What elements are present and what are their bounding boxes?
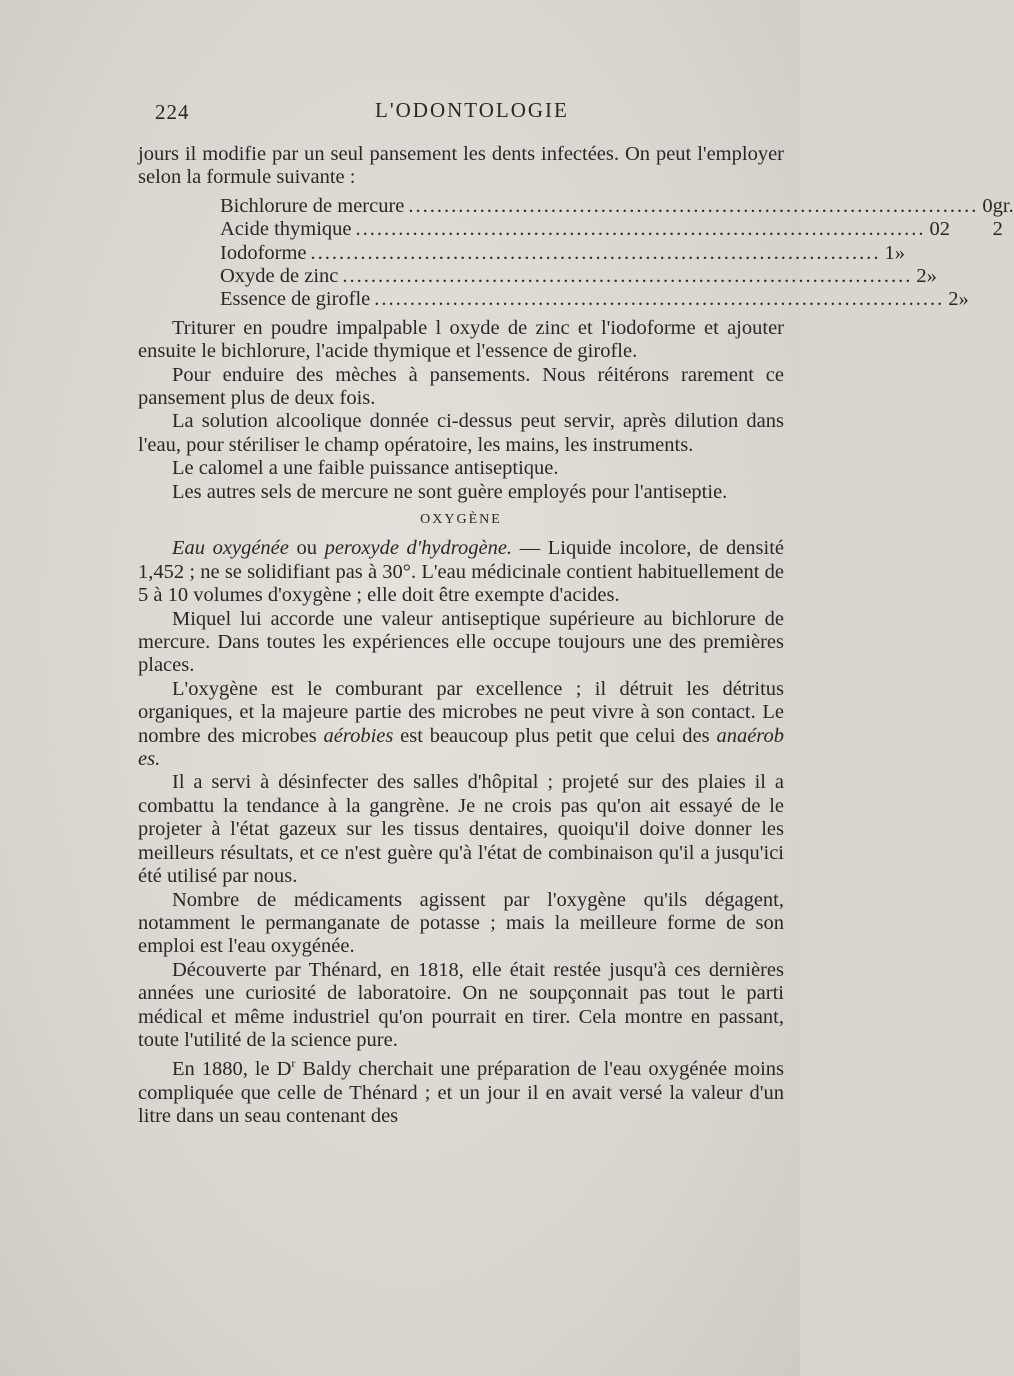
term-aerobies: aérobies	[323, 724, 394, 747]
comburant-text-2: est beaucoup plus petit que celui des	[393, 724, 717, 747]
paragraphs-mercure	[138, 317, 784, 504]
paragraph-comburant	[138, 678, 784, 772]
ingredient-name: Iodoforme	[220, 241, 307, 264]
baldy-text-after: Baldy cherchait une préparation de l'eau oxygénée moins compliquée que celle de Thénard ; et un jour il en avait versé la valeur d'un litre dans un seau contenant des	[138, 1058, 785, 1127]
running-title: L'ODONTOLOGIE	[375, 98, 569, 122]
paragraph: Pour enduire des mèches à pansements. Nous réitérons rarement ce pansement plus de deux fois.	[138, 363, 784, 409]
ingredient-quantity: 0	[929, 218, 940, 241]
recipe-row	[220, 264, 937, 288]
leader-dots: ................................................................................	[310, 241, 881, 264]
leader-dots: ................................................................................	[355, 218, 926, 241]
connector-ou: ou	[288, 537, 325, 560]
ingredient-name: Acide thymique	[220, 218, 352, 241]
doctor-superscript: r	[291, 1056, 296, 1071]
ingredient-unit: »	[958, 288, 969, 311]
ingredient-quantity: 0	[982, 194, 993, 217]
ingredient-unit: »	[926, 264, 937, 287]
page-header	[155, 96, 785, 126]
paragraph-miquel: Miquel lui accorde une valeur antiseptique supérieure au bichlorure de mercure. Dans toutes les expériences elle occupe toujours une des premières places.	[138, 607, 784, 677]
ingredient-quantity: 2	[916, 264, 927, 287]
recipe-row	[220, 288, 969, 311]
eau-oxygenee-description: — Liquide incolore, de densité 1,452 ; ne se solidifiant pas à 30°. L'eau médicinale contient habituellement de 5 à 10 volumes d'oxygène ; elle doit être exempte d'acides.	[138, 537, 785, 607]
ingredient-quantity: 2	[948, 288, 959, 311]
ingredient-name: Oxyde de zinc	[220, 264, 339, 287]
paragraph: Le calomel a une faible puissance antiseptique.	[172, 457, 559, 480]
recipe-formula	[220, 194, 1014, 312]
paragraph-intro: jours il modifie par un seul pansement les dents infectées. On peut l'employer selon la formule suivante :	[138, 143, 784, 189]
paragraph: Il a servi à désinfecter des salles d'hôpital ; projeté sur des plaies il a combattu la tendance à la gangrène. Je ne crois pas qu'on ait essayé de le projeter à l'état gazeux sur les tissus dentaires, quoiqu'il doive donner les meilleurs résultats, et ce n'est guère qu'à l'état de combinaison qu'il a jusqu'ici été utilisé par nous.	[138, 771, 784, 888]
ingredient-name: Essence de girofle	[220, 288, 371, 311]
leader-dots: ................................................................................	[408, 194, 979, 217]
section-heading-oxygene: OXYGÈNE	[420, 512, 502, 528]
page-body	[138, 143, 1014, 1128]
paragraph-eau-oxygenee	[138, 537, 784, 607]
ingredient-unit: gr. 2	[992, 194, 1014, 241]
paragraph: Triturer en poudre impalpable l oxyde de zinc et l'iodoforme et ajouter ensuite le bichlorure, l'acide thymique et l'essence de girofle.	[138, 316, 784, 363]
leader-dots: ................................................................................	[374, 288, 945, 311]
comburant-text-1: L'oxygène est le comburant par excellence ; il détruit les détritus organiques, et la majeure partie des microbes ne peut vivre à son contact. Le nombre des microbes	[138, 677, 784, 747]
recipe-row	[220, 241, 906, 265]
ingredient-name: Bichlorure de mercure	[220, 194, 405, 217]
term-peroxyde: peroxyde d'hydrogène.	[324, 537, 513, 560]
baldy-text-before: En 1880, le D	[172, 1058, 292, 1081]
term-eau-oxygenee: Eau oxygénée	[172, 537, 289, 560]
ingredient-quantity: 1	[884, 241, 895, 264]
recipe-row	[220, 218, 951, 241]
paragraph: La solution alcoolique donnée ci-dessus peut servir, après dilution dans l'eau, pour stériliser le champ opératoire, les mains, les instruments.	[138, 410, 784, 456]
paragraph-baldy	[138, 1052, 784, 1128]
ingredient-unit: 2	[939, 218, 951, 241]
term-anaerobies: anaérob es.	[138, 724, 785, 771]
leader-dots: ................................................................................	[342, 264, 913, 287]
paragraph: Les autres sels de mercure ne sont guère employés pour l'antiseptie.	[172, 480, 728, 503]
paragraphs-oxygene	[138, 771, 784, 1052]
ingredient-unit: »	[894, 241, 906, 264]
page-number: 224	[155, 100, 190, 124]
paragraph: Découverte par Thénard, en 1818, elle était restée jusqu'à ces dernières années une curiosité de laboratoire. On ne soupçonnait pas tout le parti médical et même industriel qu'on pourrait en tirer. Cela montre en passant, toute l'utilité de la science pure.	[138, 958, 784, 1051]
paragraph: Nombre de médicaments agissent par l'oxygène qu'ils dégagent, notamment le permanganate de potasse ; mais la meilleure forme de son emploi est l'eau oxygénée.	[138, 888, 784, 958]
